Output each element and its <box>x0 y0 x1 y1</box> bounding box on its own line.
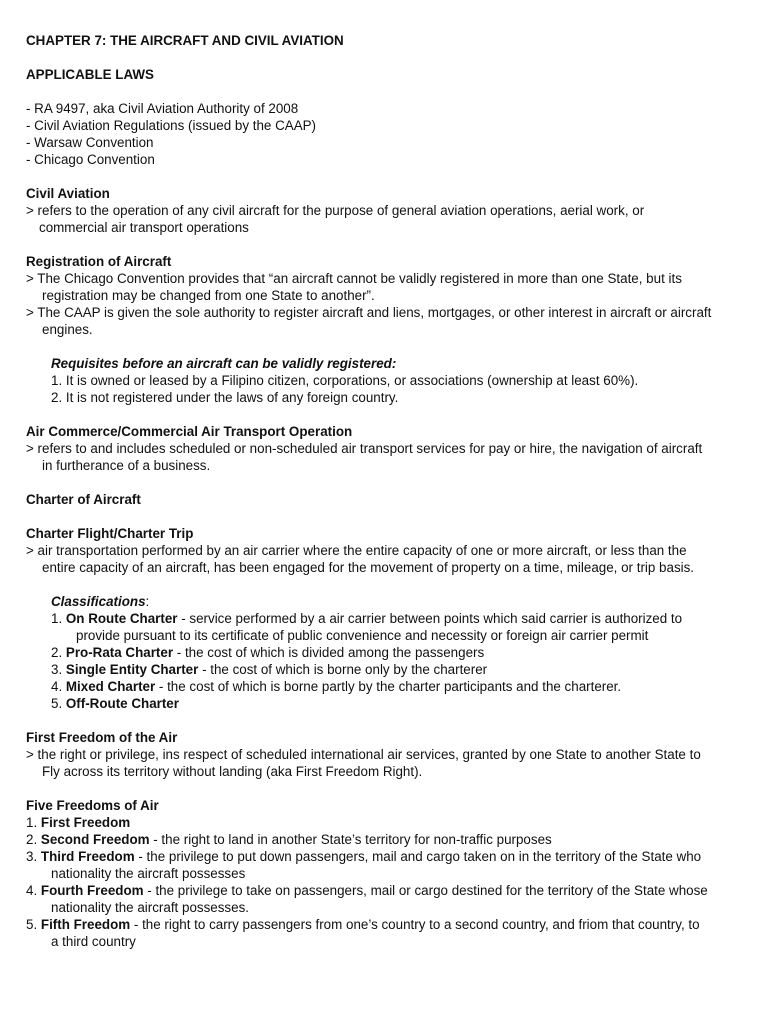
requisite-item: 1. It is owned or leased by a Filipino citizen, corporations, or associations (ownership at least 60%). <box>51 373 639 388</box>
charter-of-aircraft-heading: Charter of Aircraft <box>26 492 141 507</box>
law-item: - Warsaw Convention <box>26 135 154 150</box>
registration-text: > The Chicago Convention provides that “an aircraft cannot be validly registered in more than one State, but its <box>26 271 682 286</box>
classification-item: 3. Single Entity Charter - the cost of which is borne only by the charterer <box>51 662 488 677</box>
registration-heading: Registration of Aircraft <box>26 254 172 269</box>
first-freedom-heading: First Freedom of the Air <box>26 730 178 745</box>
classification-item: 2. Pro-Rata Charter - the cost of which is divided among the passengers <box>51 645 485 660</box>
civil-aviation-heading: Civil Aviation <box>26 186 110 201</box>
requisite-item: 2. It is not registered under the laws of any foreign country. <box>51 390 399 405</box>
civil-aviation-text: > refers to the operation of any civil aircraft for the purpose of general aviation operations, aerial work, or <box>26 203 645 218</box>
air-commerce-text: in furtherance of a business. <box>42 458 211 473</box>
five-freedoms-heading: Five Freedoms of Air <box>26 798 159 813</box>
registration-text: registration may be changed from one State to another”. <box>42 288 375 303</box>
freedom-item-cont: nationality the aircraft possesses <box>51 866 246 881</box>
law-item: - RA 9497, aka Civil Aviation Authority of 2008 <box>26 101 299 116</box>
freedom-item: 4. Fourth Freedom - the privilege to take on passengers, mail or cargo destined for the territory of the State whose <box>26 883 708 898</box>
charter-flight-heading: Charter Flight/Charter Trip <box>26 526 194 541</box>
classification-item: 5. Off-Route Charter <box>51 696 179 711</box>
registration-text: engines. <box>42 322 93 337</box>
classification-item: 1. On Route Charter - service performed by a air carrier between points which said carrier is authorized to <box>51 611 683 626</box>
freedom-item: 3. Third Freedom - the privilege to put down passengers, mail and cargo taken on in the territory of the State who <box>26 849 702 864</box>
charter-flight-text: entire capacity of an aircraft, has been engaged for the movement of property on a time, mileage, or trip basis. <box>42 560 695 575</box>
freedom-item-cont: nationality the aircraft possesses. <box>51 900 249 915</box>
requisites-heading: Requisites before an aircraft can be validly registered: <box>51 356 397 371</box>
chapter-title: CHAPTER 7: THE AIRCRAFT AND CIVIL AVIATION <box>26 33 344 48</box>
classifications-heading: Classifications: <box>51 594 150 609</box>
freedom-item: 1. First Freedom <box>26 815 131 830</box>
classification-item-cont: provide pursuant to its certificate of public convenience and necessity or foreign air carrier permit <box>76 628 649 643</box>
freedom-item: 5. Fifth Freedom - the right to carry passengers from one’s country to a second country, and friom that country, to <box>26 917 700 932</box>
civil-aviation-text: commercial air transport operations <box>39 220 249 235</box>
freedom-item-cont: a third country <box>51 934 136 949</box>
charter-flight-text: > air transportation performed by an air carrier where the entire capacity of one or more aircraft, or less than the <box>26 543 687 558</box>
first-freedom-text: > the right or privilege, ins respect of scheduled international air services, granted by one State to another State to <box>26 747 701 762</box>
air-commerce-heading: Air Commerce/Commercial Air Transport Operation <box>26 424 353 439</box>
first-freedom-text: Fly across its territory without landing (aka First Freedom Right). <box>42 764 423 779</box>
law-item: - Civil Aviation Regulations (issued by the CAAP) <box>26 118 317 133</box>
law-item: - Chicago Convention <box>26 152 155 167</box>
registration-text: > The CAAP is given the sole authority to register aircraft and liens, mortgages, or other interest in aircraft or aircraft <box>26 305 712 320</box>
air-commerce-text: > refers to and includes scheduled or non-scheduled air transport services for pay or hire, the navigation of aircraft <box>26 441 703 456</box>
freedom-item: 2. Second Freedom - the right to land in another State’s territory for non-traffic purposes <box>26 832 552 847</box>
classification-item: 4. Mixed Charter - the cost of which is borne partly by the charter participants and the charterer. <box>51 679 622 694</box>
applicable-laws-heading: APPLICABLE LAWS <box>26 67 154 82</box>
